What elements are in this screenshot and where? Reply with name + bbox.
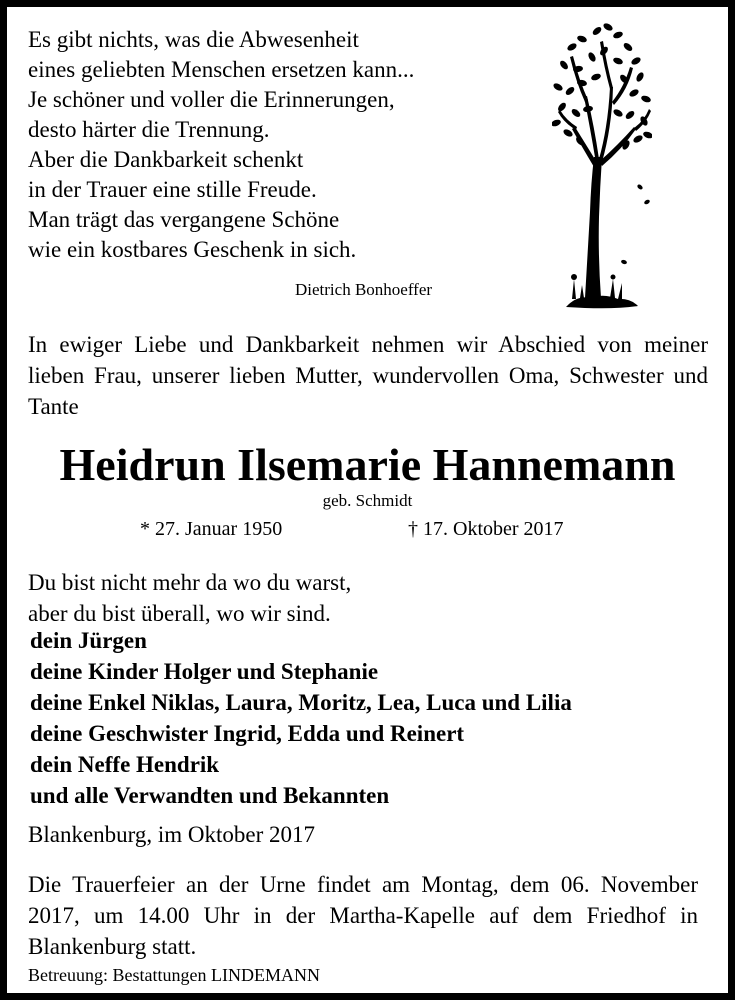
verse-line: aber du bist überall, wo wir sind. [28, 601, 331, 626]
intro-text: In ewiger Liebe und Dankbarkeit nehmen wir Abschied von meiner lieben Frau, unserer lieben Mutter, wundervollen Oma, Schwester und Tante [28, 332, 708, 419]
family-signatures [30, 625, 572, 811]
service-info: Die Trauerfeier an der Urne findet am Montag, dem 06. November 2017, um 14.00 Uhr in der Martha-Kapelle auf dem Friedhof in Blankenburg statt. [28, 872, 698, 959]
place-date: Blankenburg, im Oktober 2017 [28, 822, 316, 847]
quote-line: Man trägt das vergangene Schöne [28, 207, 340, 232]
quote-line: in der Trauer eine stille Freude. [28, 177, 317, 202]
quote-line: eines geliebten Menschen ersetzen kann... [28, 57, 415, 82]
deceased-name: Heidrun Ilsemarie Hannemann [59, 439, 676, 490]
quote-line: desto härter die Trennung. [28, 117, 270, 142]
quote-text [28, 25, 414, 265]
quote-line: wie ein kostbares Geschenk in sich. [28, 237, 357, 262]
tree-icon [552, 17, 652, 315]
quote-author: Dietrich Bonhoeffer [295, 280, 433, 299]
undertaker-info: Betreuung: Bestattungen LINDEMANN [28, 965, 320, 985]
quote-line: Je schöner und voller die Erinnerungen, [28, 87, 395, 112]
family-line: deine Geschwister Ingrid, Edda und Reinert [30, 721, 465, 746]
verse-line: Du bist nicht mehr da wo du warst, [28, 570, 352, 595]
death-date: † 17. Oktober 2017 [408, 518, 564, 540]
birth-name: geb. Schmidt [322, 491, 413, 510]
family-line: deine Kinder Holger und Stephanie [30, 659, 379, 684]
birth-date: * 27. Januar 1950 [140, 518, 283, 540]
quote-line: Aber die Dankbarkeit schenkt [28, 147, 304, 172]
family-line: und alle Verwandten und Bekannten [30, 783, 390, 808]
quote-line: Es gibt nichts, was die Abwesenheit [28, 27, 359, 52]
family-line: dein Jürgen [30, 628, 147, 653]
verse-text [28, 567, 351, 629]
family-line: dein Neffe Hendrik [30, 752, 220, 777]
family-line: deine Enkel Niklas, Laura, Moritz, Lea, Luca und Lilia [30, 690, 572, 715]
